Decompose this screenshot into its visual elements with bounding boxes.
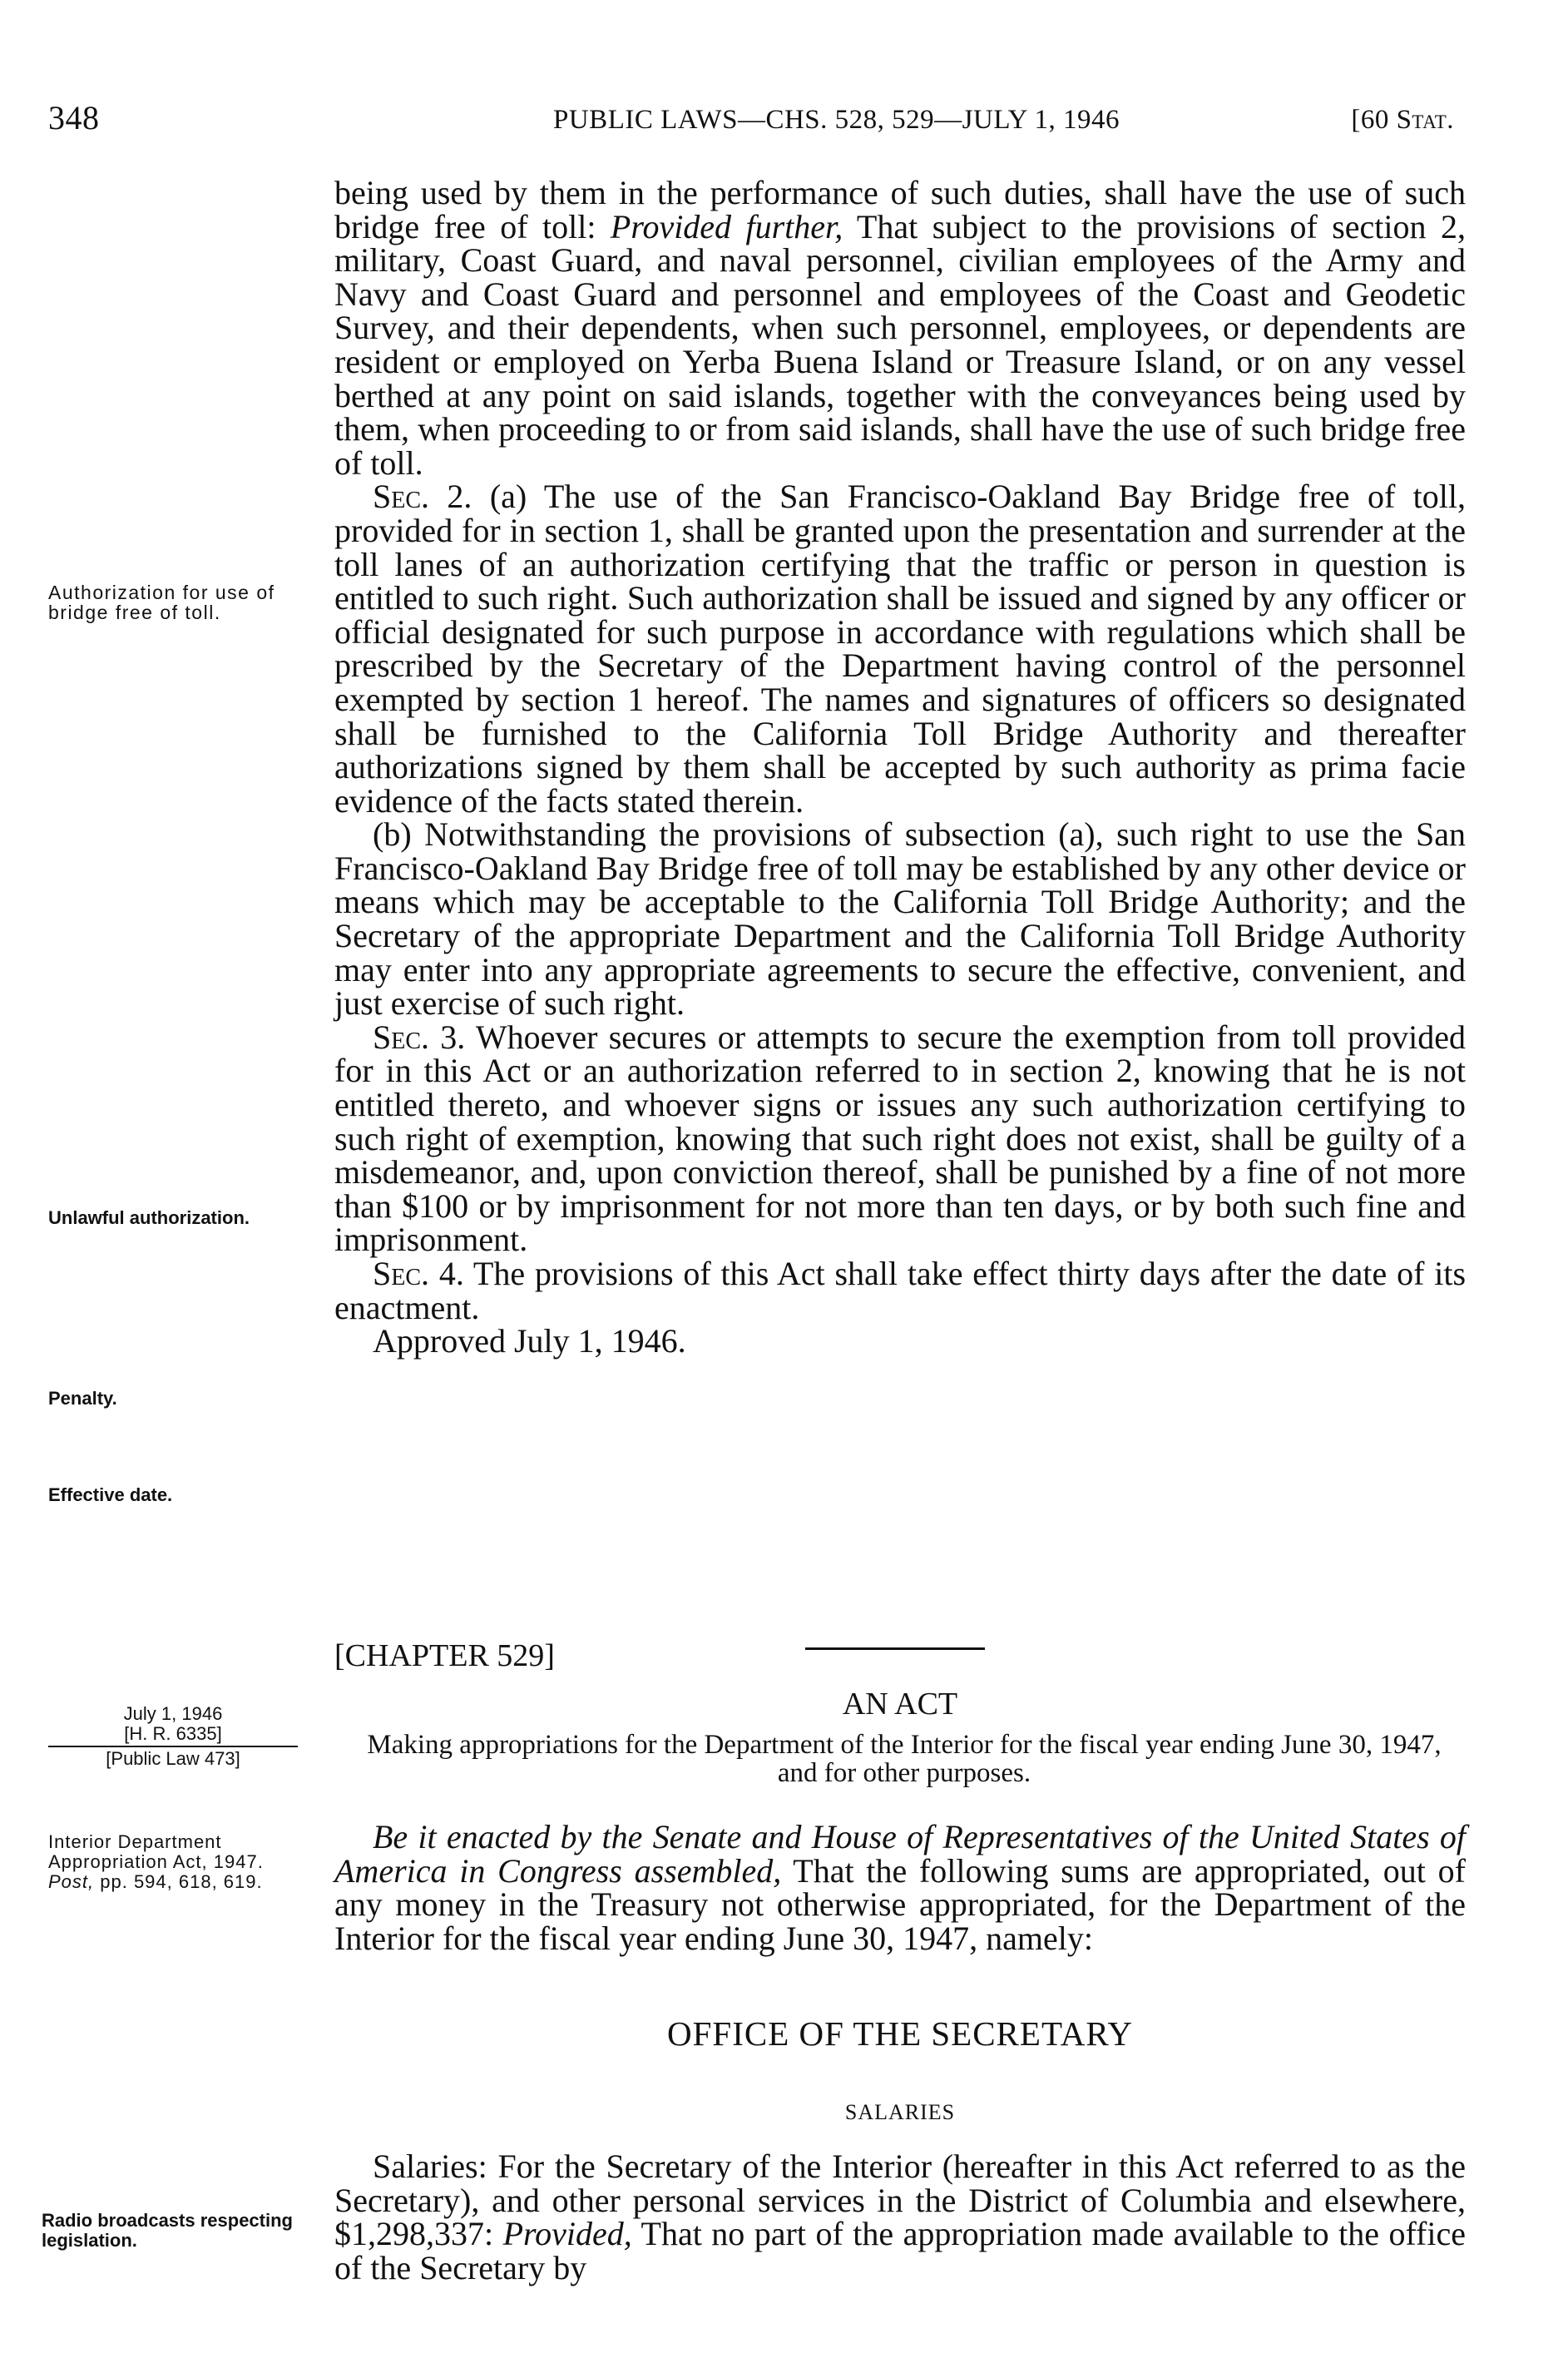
margin-note-radio: Radio broadcasts respecting legislation.	[42, 2210, 293, 2251]
page-header	[48, 98, 1454, 148]
public-law-number: [Public Law 473]	[106, 1748, 240, 1769]
stat-prefix: [60	[1351, 105, 1397, 135]
section-label: Sec. 4.	[373, 1255, 464, 1292]
approved-line: Approved July 1, 1946.	[373, 1322, 686, 1360]
section-3	[334, 1018, 1466, 1259]
paragraph-text: being used by them in the performance of such duties, shall have the use of such bridge free of toll:	[334, 174, 1466, 245]
paragraph-continued	[334, 176, 1466, 480]
paragraph-text: That subject to the provisions of section 2, military, Coast Guard, and naval personnel, civilian employees of the Army and Navy and Coast Guard and personnel and employees of the Coast and Geodetic Survey, and their dependents, when such personnel, employees, or dependents are resident or employed on Yerba Buena Island or Treasure Island, or on any vessel berthed at any point on said islands, together with the conveyances being used by them, when proceeding to or from said islands, shall have the use of such bridge free of toll.	[334, 207, 1466, 482]
stat-word: Stat.	[1396, 105, 1454, 135]
margin-note-unlawful: Unlawful authorization.	[48, 1207, 250, 1228]
provided-word: Provided,	[502, 2215, 632, 2253]
enacting-formula: Be it enacted by the Senate and House of Representatives of the United States of America in Congress assembled,	[334, 1818, 1466, 1890]
salaries-text: Salaries: For the Secretary of the Interior (hereafter in this Act referred to as the Secretary), and other personal services in the District of Columbia and elsewhere, $1,298,337:	[334, 2148, 1466, 2253]
section-text: Whoever secures or attempts to secure the exemption from toll provided for in this Act or an authorization referred to in section 2, knowing that he is not entitled thereto, and whoever signs or issues any such authorization certifying to such right of exemption, knowing that such right does not exist, shall be guilty of a misdemeanor, and, upon conviction thereof, shall be punished by a fine of not more than $100 or by imprisonment for not more than ten days, or by both such fine and imprisonment.	[334, 1018, 1466, 1259]
main-text	[334, 176, 1466, 1359]
post-label: Post,	[48, 1871, 95, 1892]
section-text: The provisions of this Act shall take effect thirty days after the date of its enactment.	[334, 1255, 1467, 1326]
margin-note-date-block	[48, 1704, 298, 1769]
running-title: PUBLIC LAWS—CHS. 528, 529—JULY 1, 1946	[553, 105, 1120, 135]
section-label: Sec. 3.	[373, 1018, 466, 1056]
margin-note-authorization: Authorization for use of bridge free of toll.	[48, 582, 275, 623]
salaries-paragraph	[334, 2150, 1466, 2285]
margin-note-penalty: Penalty.	[48, 1388, 117, 1409]
provided-further: Provided further,	[610, 207, 843, 245]
enacting-text: That the following sums are appropriated, out of any money in the Treasury not otherwise appropriated, for the Department of the Interior for the fiscal year ending June 30, 1947, namely:	[334, 1851, 1466, 1957]
salaries-text-continued: That no part of the appropriation made available to the office of the Secretary by	[334, 2215, 1467, 2286]
post-reference	[48, 1872, 323, 1892]
section-4	[334, 1257, 1466, 1325]
office-heading: OFFICE OF THE SECRETARY	[666, 2014, 1134, 2053]
section-label: Sec. 2.	[373, 478, 472, 516]
margin-note-effective: Effective date.	[48, 1484, 173, 1505]
enacting-paragraph	[334, 1818, 1466, 1957]
margin-note-interior	[48, 1832, 323, 1892]
bill-number: [H. R. 6335]	[124, 1723, 222, 1744]
salaries-subheading: SALARIES	[844, 2100, 956, 2124]
act-description: Making appropriations for the Department of the Interior for the fiscal year ending June 30, 1947, and for other purposes.	[367, 1730, 1442, 1788]
enacting-clause	[334, 1818, 1466, 1957]
section-2a	[334, 480, 1466, 818]
interior-title: Interior Department Appropriation Act, 1947.	[48, 1831, 264, 1872]
chapter-rule	[805, 1647, 985, 1650]
page-number: 348	[48, 99, 100, 136]
date-line: July 1, 1946	[123, 1703, 223, 1724]
section-2b: (b) Notwithstanding the provisions of subsection (a), such right to use the San Francisco-Oakland Bay Bridge free of toll may be established by any other device or means which may be acceptable to the California Toll Bridge Authority; and the Secretary of the appropriate Department and the California Toll Bridge Authority may enter into any appropriate agreements to secure the effective, convenient, and just exercise of such right.	[334, 815, 1466, 1023]
section-text: (a) The use of the San Francisco-Oakland Bay Bridge free of toll, provided for in section 1, shall be granted upon the presentation and surrender at the toll lanes of an authorization certifying that the traffic or person in question is entitled to such right. Such authorization shall be issued and signed by any officer or official designated for such purpose in accordance with regulations which shall be prescribed by the Secretary of the Department having control of the personnel exempted by section 1 hereof. The names and signatures of officers so designated shall be furnished to the California Toll Bridge Authority and thereafter authorizations signed by them shall be accepted by such authority as prima facie evidence of the facts stated therein.	[334, 478, 1467, 820]
margin-rule	[48, 1746, 298, 1747]
post-pages: pp. 594, 618, 619.	[94, 1871, 263, 1892]
chapter-label: [CHAPTER 529]	[334, 1638, 555, 1673]
act-title: AN ACT	[842, 1687, 958, 1722]
salaries-paragraph-block	[334, 2150, 1466, 2285]
statute-reference	[1351, 105, 1454, 136]
